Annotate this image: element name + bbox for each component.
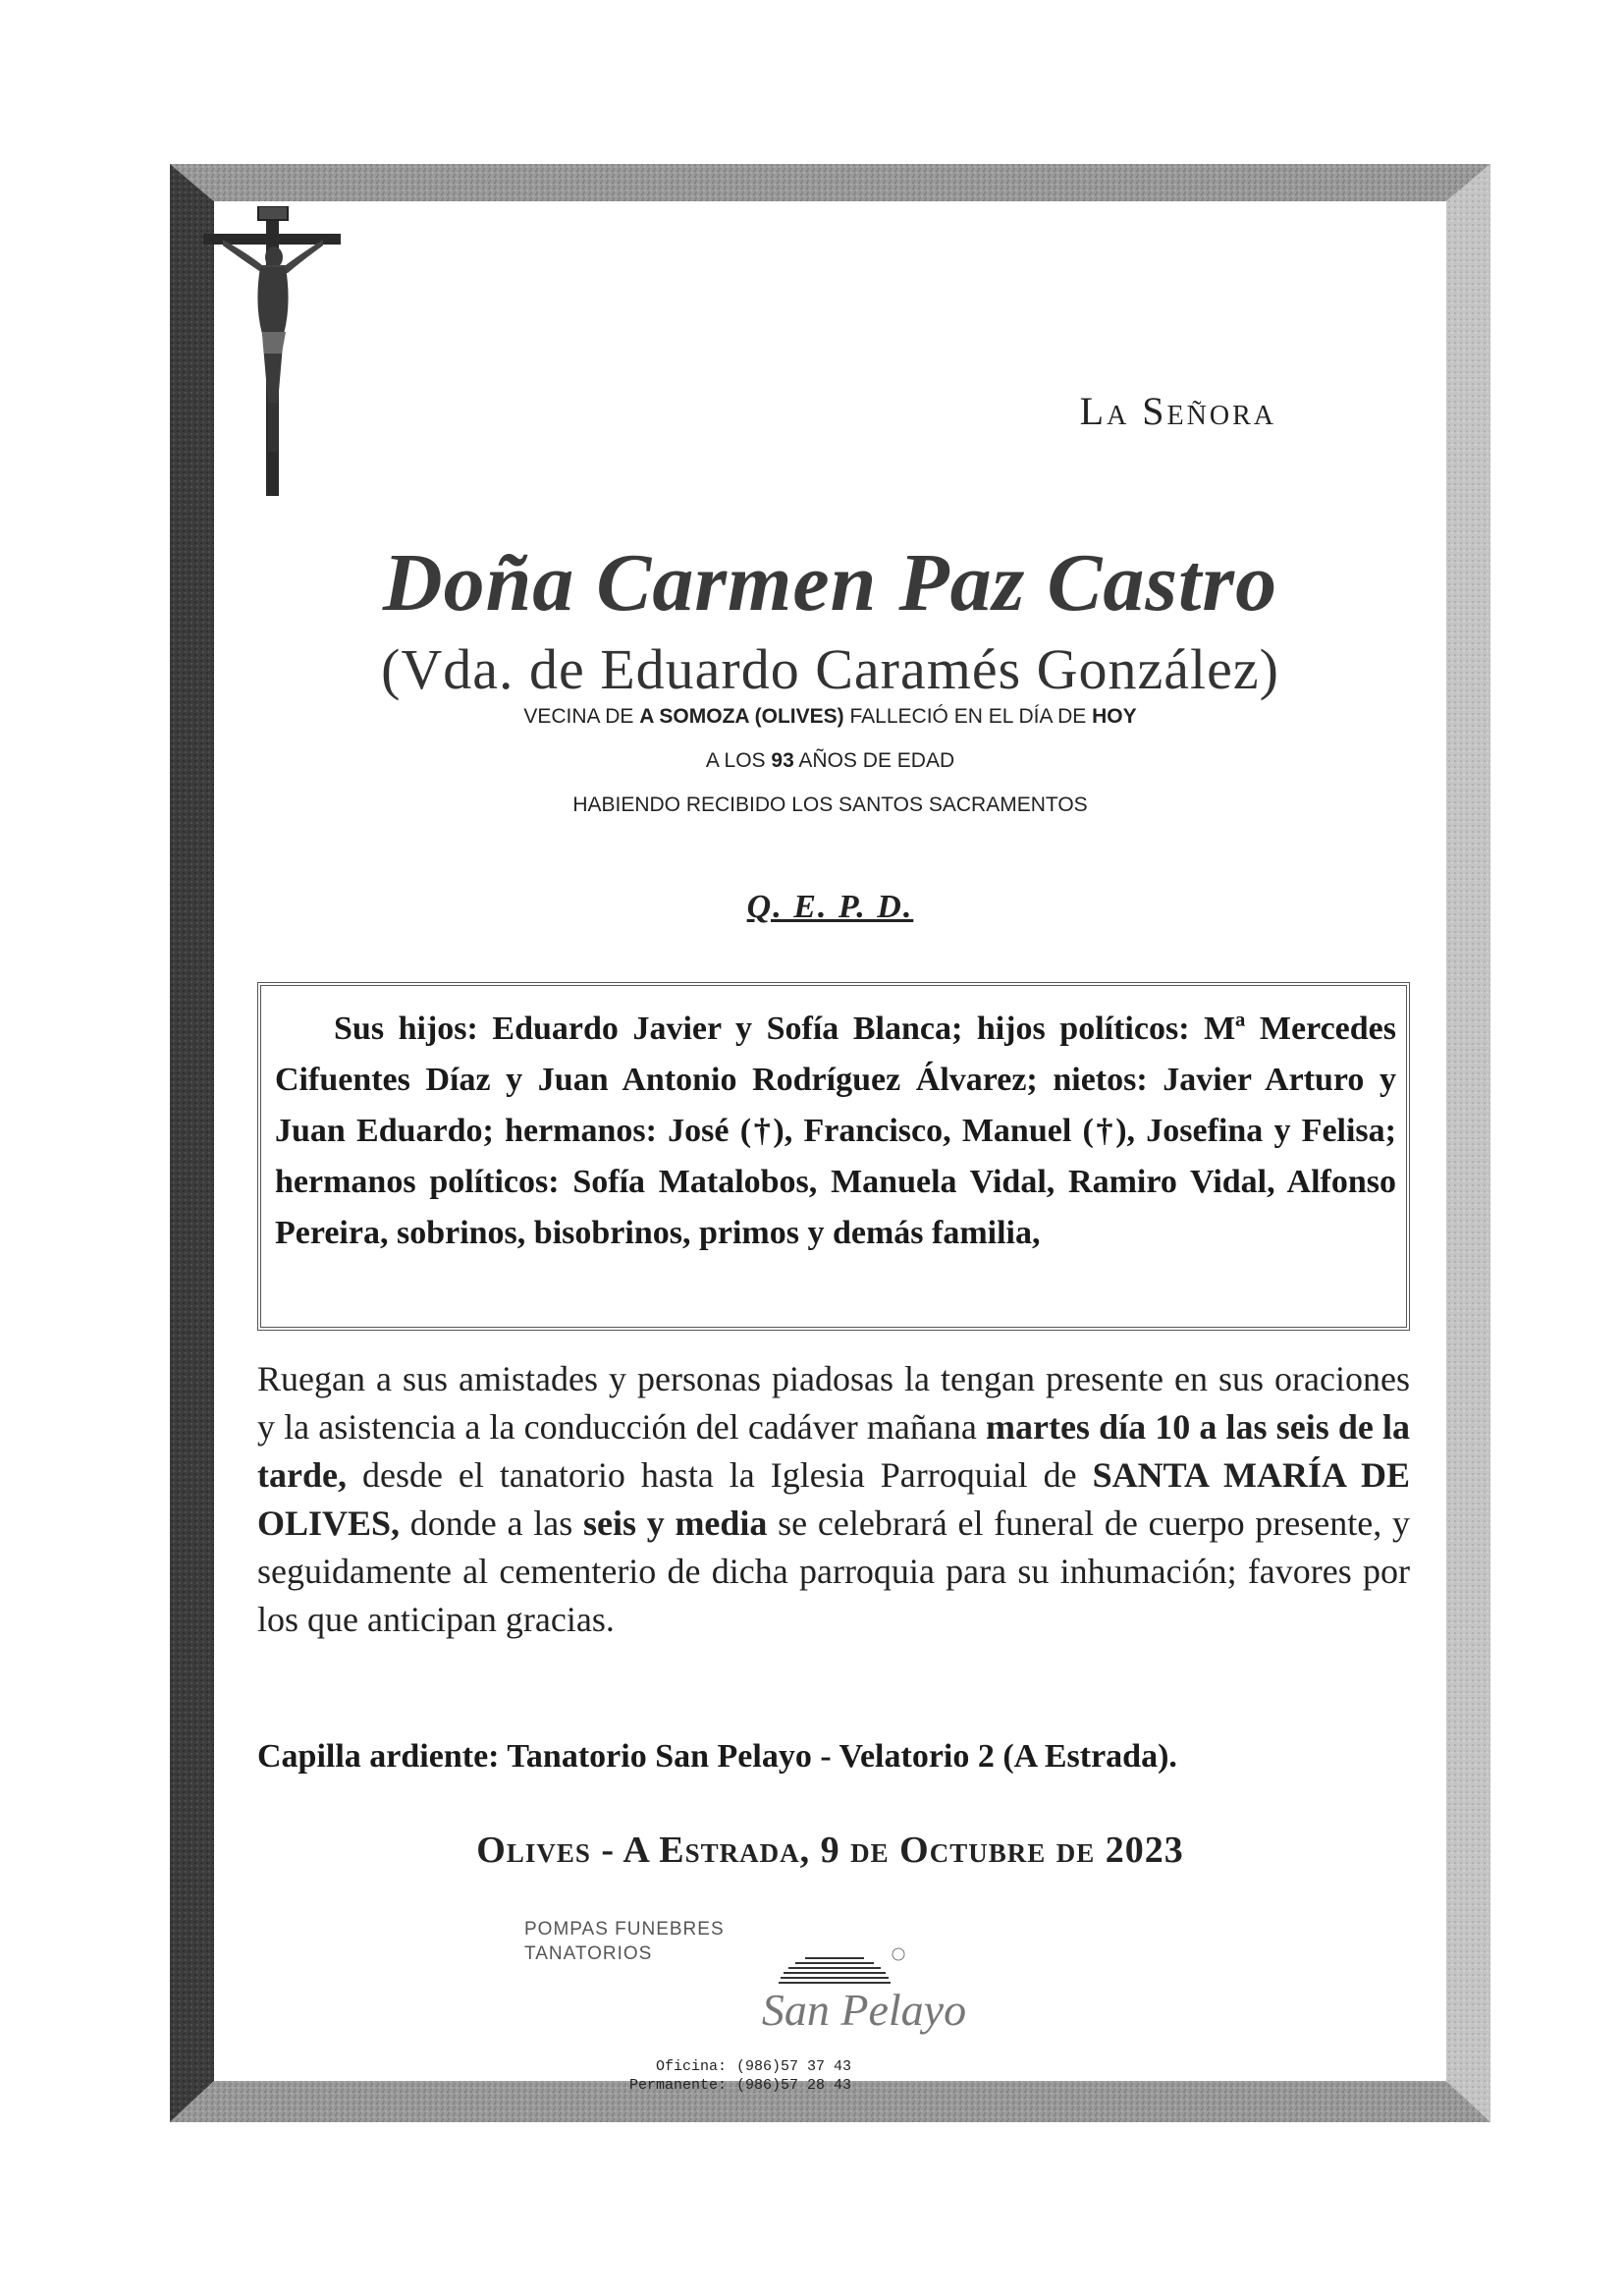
capilla-ardiente: Capilla ardiente: Tanatorio San Pelayo - Velatorio 2 (A Estrada). [257, 1738, 1177, 1775]
detail-line-age: A LOS 93 AÑOS DE EDAD [705, 749, 955, 772]
widow-of: (Vda. de Eduardo Caramés González) [381, 637, 1279, 701]
family-text: Sus hijos: Eduardo Javier y Sofía Blanca; hijos políticos: Mª Mercedes Cifuentes Díaz y Juan Antonio Rodríguez Álvarez; nietos: Javier Arturo y Juan Eduardo; hermanos: José (†), Francisco, Manuel (†), Josefina y Felisa; hermanos políticos: Sofía Matalobos, Manuela Vidal, Ramiro Vidal, Alfonso Pereira, sobrinos, bisobrinos, primos y demás familia, [275, 1011, 1396, 1251]
logo-text: San Pelayo [761, 1985, 967, 2035]
deceased-name: Doña Carmen Paz Castro [382, 537, 1278, 629]
place-date: Olives - A Estrada, 9 de Octubre de 2023 [476, 1830, 1184, 1871]
funeral-home-phones [589, 2057, 851, 2095]
detail-line-residence: VECINA DE A SOMOZA (OLIVES) FALLECIÓ EN EL DÍA DE HOY [523, 705, 1137, 728]
family-box [257, 982, 1410, 1331]
detail-line-sacraments: HABIENDO RECIBIDO LOS SANTOS SACRAMENTOS [572, 793, 1088, 816]
ruegan-paragraph: Ruegan a sus amistades y personas piadosas la tengan presente en sus oraciones y la asistencia a la conducción del cadáver mañana martes día 10 a las seis de la tarde, desde el tanatorio hasta la Iglesia Parroquial de SANTA MARÍA DE OLIVES, donde a las seis y media se celebrará el funeral de cuerpo presente, y seguidamente al cementerio de dicha parroquia para su inhumación; favores por los que anticipan gracias. [257, 1359, 1411, 1639]
crucifix-icon [203, 206, 341, 501]
funeral-home-line1: POMPAS FUNEBRES [524, 1919, 725, 1940]
funeral-home-name [524, 1917, 725, 1966]
phone-office: Oficina: (986)57 37 43 [655, 2058, 852, 2075]
qepd: Q. E. P. D. [746, 889, 914, 925]
title-la-senora: La Señora [1079, 389, 1276, 433]
funeral-home-line2: TANATORIOS [524, 1943, 653, 1964]
phone-permanent: Permanente: (986)57 28 43 [628, 2077, 852, 2094]
